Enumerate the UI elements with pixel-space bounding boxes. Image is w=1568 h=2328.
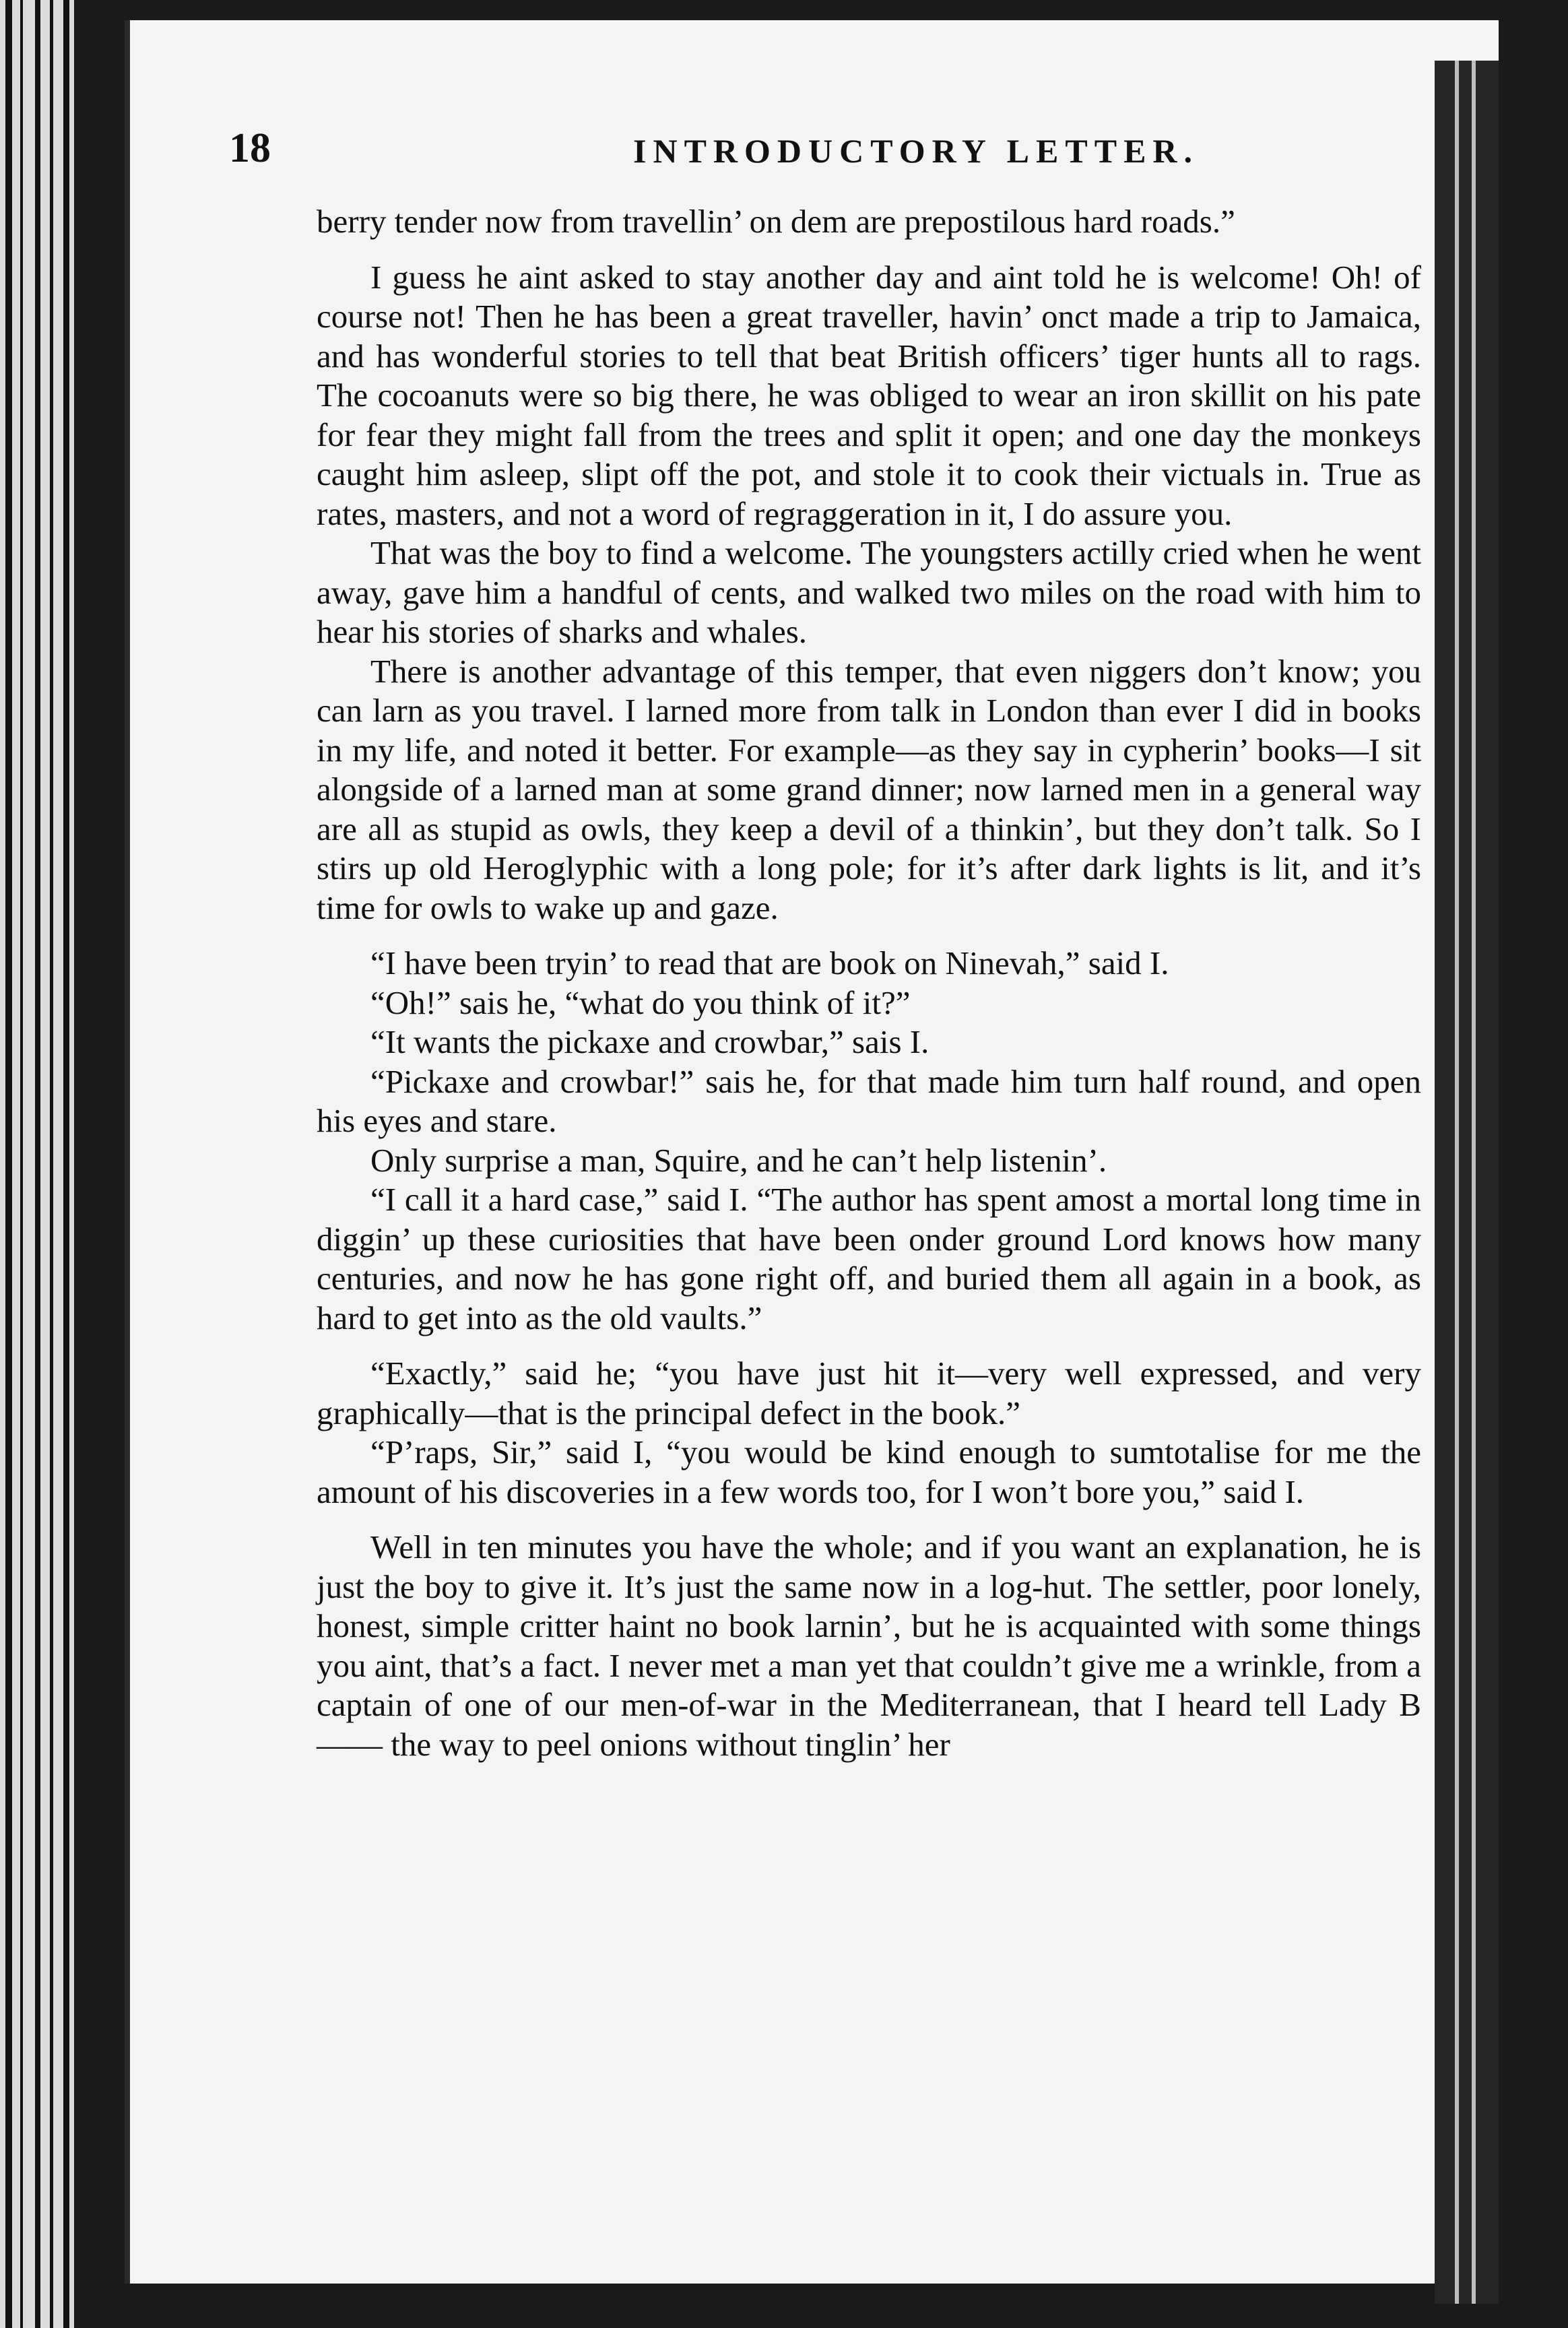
page-edge-stripe: [1455, 61, 1459, 2304]
paragraph: I guess he aint asked to stay another day and aint told he is welcome! Oh! of course not! Then he has been a great traveller, havin’ onct made a trip to Jamaica, and has wonderful stories to tell that beat British officers’ tiger hunts all to rags. The cocoanuts were so big there, he was obliged to wear an iron skillit on his pate for fear they might fall from the trees and split it open; and one day the monkeys caught him asleep, slipt off the pot, and stole it to cook their victuals in. True as rates, masters, and not a word of regraggeration in it, I do assure you.: [317, 258, 1421, 532]
paragraph: “Exactly,” said he; “you have just hit it—very well expressed, and very graphically—that is the principal defect in the book.”: [317, 1355, 1421, 1431]
binding-line: [35, 0, 40, 2328]
paragraph: “P’raps, Sir,” said I, “you would be kind enough to sumtotalise for me the amount of his discoveries in a few words too, for I won’t bore you,” said I.: [317, 1433, 1421, 1510]
paragraph: “Pickaxe and crowbar!” sais he, for that made him turn half round, and open his eyes and stare.: [317, 1062, 1421, 1139]
page-edge-stripe: [1472, 61, 1476, 2304]
paragraph: “I call it a hard case,” said I. “The author has spent amost a mortal long time in diggin’ up these curiosities that have been onder ground Lord knows how many centuries, and now he has gone right off, and buried them all again in a book, as hard to get into as the old vaults.”: [317, 1181, 1421, 1336]
paragraph: There is another advantage of this temper, that even niggers don’t know; you can larn as you travel. I larned more from talk in London than ever I did in books in my life, and noted it better. For example—as they say in cypherin’ books—I sit alongside of a larned man at some grand dinner; now larned men in a general way are all as stupid as owls, they keep a devil of a thinkin’, but they don’t talk. So I stirs up old Heroglyphic with a long pole; for it’s after dark lights is lit, and it’s time for owls to wake up and gaze.: [317, 652, 1421, 926]
running-title: INTRODUCTORY LETTER.: [633, 132, 1200, 170]
binding-line: [50, 0, 53, 2328]
page-number: 18: [229, 125, 271, 171]
binding-line: [63, 0, 69, 2328]
page-edge-shadow: [1435, 61, 1499, 2304]
paragraph: Only surprise a man, Squire, and he can’t help listenin’.: [370, 1141, 1107, 1179]
paragraph: “It wants the pickaxe and crowbar,” sais I.: [370, 1023, 929, 1060]
body-text: [317, 202, 1421, 1764]
paragraph: Well in ten minutes you have the whole; and if you want an explanation, he is just the boy to give it. It’s just the same now in a log-hut. The settler, poor lonely, honest, simple critter haint no book larnin’, but he is acquainted with some things you aint, that’s a fact. I never met a man yet that couldn’t give me a wrinkle, from a captain of one of our men-of-war in the Mediterranean, that I heard tell Lady B—— the way to peel onions without tinglin’ her: [317, 1528, 1421, 1763]
paragraph: That was the boy to find a welcome. The youngsters actilly cried when he went away, gave him a handful of cents, and walked two miles on the road with him to hear his stories of sharks and whales.: [317, 534, 1421, 650]
book-binding-edge: [0, 0, 74, 2328]
page-header: [229, 125, 1441, 185]
binding-line: [20, 0, 23, 2328]
binding-line: [5, 0, 12, 2328]
paragraph: “Oh!” sais he, “what do you think of it?”: [370, 983, 911, 1021]
paragraph: “I have been tryin’ to read that are book on Ninevah,” said I.: [370, 944, 1169, 981]
paragraph: berry tender now from travellin’ on dem are prepostilous hard roads.”: [317, 203, 1235, 240]
